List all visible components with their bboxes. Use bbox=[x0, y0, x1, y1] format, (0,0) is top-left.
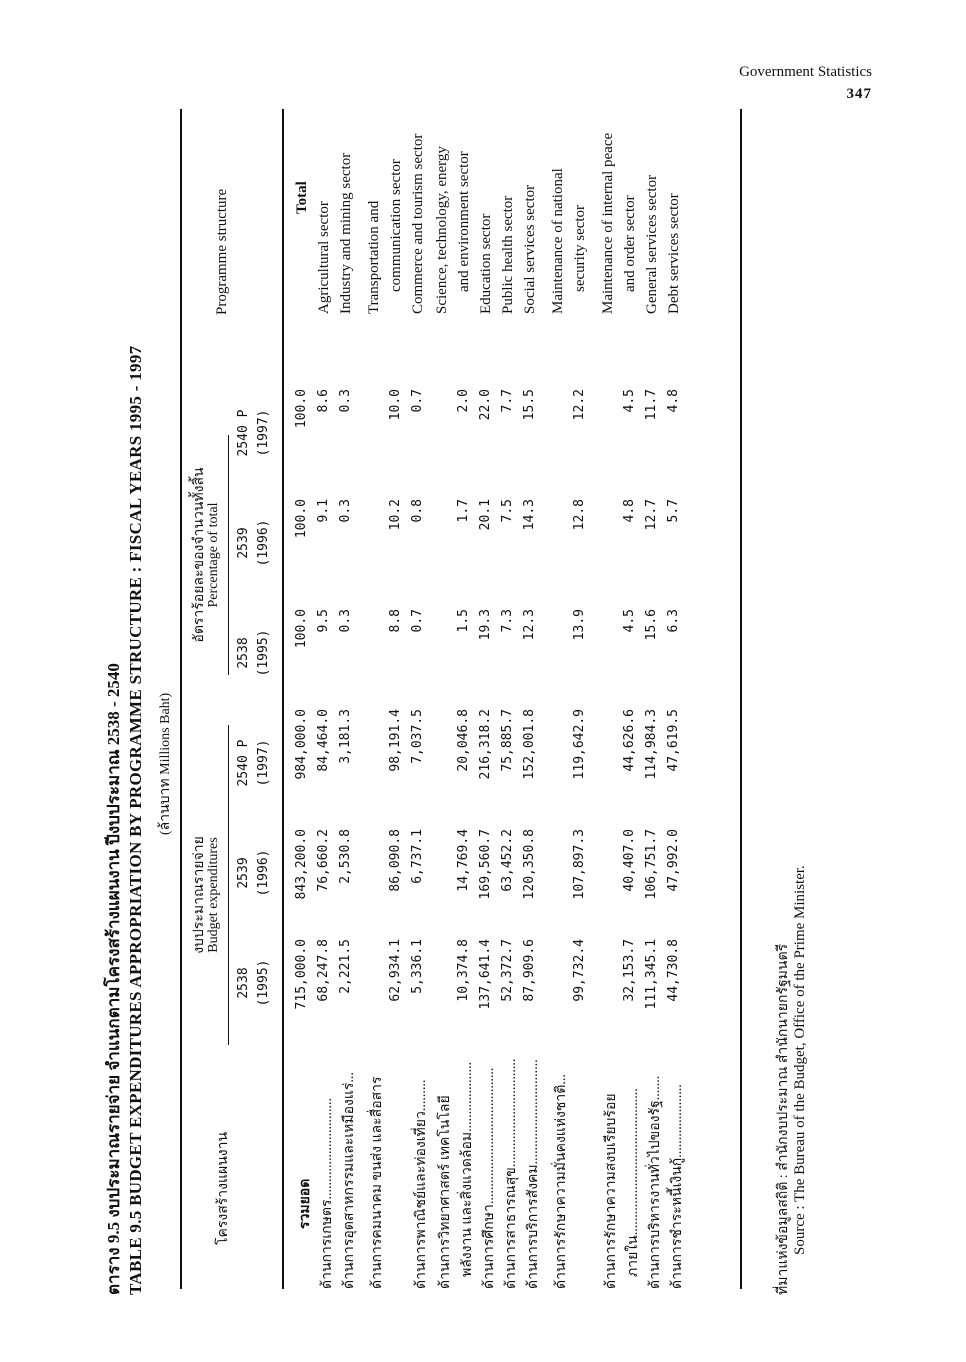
row-label-english: Total bbox=[294, 181, 310, 214]
year-header: (1995) bbox=[256, 629, 271, 677]
year-header: 2540 P bbox=[236, 739, 251, 787]
row-label-thai: พลังงาน และสิ่งแวดล้อม.................... bbox=[460, 1061, 475, 1277]
row-label-english: Education sector bbox=[478, 213, 494, 314]
table-bottom-rule bbox=[740, 109, 742, 1289]
row-label-english: Industry and mining sector bbox=[338, 152, 354, 314]
row-label-english: Public health sector bbox=[500, 195, 516, 314]
table-cell: 62,934.1 bbox=[388, 939, 403, 1002]
row-label-thai: ด้านการรักษาความมั่นคงแห่งชาติ... bbox=[554, 1074, 569, 1289]
row-label-english: Social services sector bbox=[522, 184, 538, 314]
table-cell: 107,897.3 bbox=[572, 829, 587, 900]
table-cell: 7,037.5 bbox=[410, 709, 425, 764]
table-cell: 52,372.7 bbox=[500, 939, 515, 1002]
year-header: (1995) bbox=[256, 959, 271, 1007]
row-label-thai: ด้านการเกษตร............................. bbox=[320, 1098, 335, 1289]
table-cell: 9.1 bbox=[316, 499, 331, 523]
row-label-thai: ด้านการรักษาความสงบเรียบร้อย bbox=[604, 1093, 619, 1289]
table-cell: 2,530.8 bbox=[338, 829, 353, 884]
table-row bbox=[522, 109, 546, 1289]
group-percent-thai: อัตราร้อยละของจำนวนทั้งสิ้น bbox=[192, 467, 207, 643]
table-cell: 137,641.4 bbox=[478, 939, 493, 1010]
table-cell: 7.3 bbox=[500, 609, 515, 633]
year-header: 2538 bbox=[236, 637, 251, 669]
table-cell: 4.8 bbox=[666, 389, 681, 413]
table-cell: 100.0 bbox=[294, 499, 309, 539]
table-cell: 114,984.3 bbox=[644, 709, 659, 780]
table-cell: 76,660.2 bbox=[316, 829, 331, 892]
table-unit: (ล้านบาท Millions Baht) bbox=[158, 692, 173, 835]
row-label-thai: ด้านการพาณิชย์และท่องเที่ยว......... bbox=[414, 1079, 429, 1289]
table-cell: 0.7 bbox=[410, 609, 425, 633]
table-cell: 2.0 bbox=[456, 389, 471, 413]
table-row bbox=[644, 109, 668, 1289]
row-label-english: and order sector bbox=[622, 195, 638, 292]
table-cell: 86,090.8 bbox=[388, 829, 403, 892]
source-thai: ที่มาแห่งข้อมูลสถิติ : สำนักงบประมาณ สำนักนายกรัฐมนตรี bbox=[776, 943, 791, 1295]
table-row bbox=[294, 109, 318, 1289]
group-budget-thai: งบประมาณรายจ่าย bbox=[192, 836, 207, 954]
table-cell: 22.0 bbox=[478, 389, 493, 421]
group-percent-english: Percentage of total bbox=[206, 502, 221, 608]
table-row bbox=[366, 109, 390, 1289]
table-row bbox=[434, 109, 458, 1289]
table-cell: 12.2 bbox=[572, 389, 587, 421]
row-label-thai: ด้านการบริการสังคม.............................. bbox=[526, 1059, 541, 1289]
table-cell: 984,000.0 bbox=[294, 709, 309, 780]
table-row bbox=[338, 109, 362, 1289]
table-cell: 4.8 bbox=[622, 499, 637, 523]
row-label-english: Science, technology, energy bbox=[434, 146, 450, 314]
table-row bbox=[572, 109, 596, 1289]
table-cell: 0.3 bbox=[338, 499, 353, 523]
table-cell: 6,737.1 bbox=[410, 829, 425, 884]
row-label-english: and environment sector bbox=[456, 151, 472, 292]
row-label-thai: ด้านการสาธารณสุข............................... bbox=[504, 1058, 519, 1289]
table-cell: 44,626.6 bbox=[622, 709, 637, 772]
col-structure-english: Programme structure bbox=[214, 188, 230, 315]
table-cell: 11.7 bbox=[644, 389, 659, 421]
table-cell: 47,992.0 bbox=[666, 829, 681, 892]
table-cell: 15.5 bbox=[522, 389, 537, 421]
row-label-thai: ภายใน.......................................... bbox=[626, 1088, 641, 1277]
table-cell: 169,560.7 bbox=[478, 829, 493, 900]
row-label-thai: ด้านการวิทยาศาสตร์ เทคโนโลยี bbox=[438, 1095, 453, 1289]
row-label-english: Commerce and tourism sector bbox=[410, 133, 426, 314]
table-title-english: TABLE 9.5 BUDGET EXPENDITURES APPROPRIATION BY PROGRAMME STRUCTURE : FISCAL YEARS 1995 - 1997 bbox=[126, 345, 145, 1295]
table-cell: 0.3 bbox=[338, 609, 353, 633]
table-cell: 8.8 bbox=[388, 609, 403, 633]
table-cell: 10.2 bbox=[388, 499, 403, 531]
table-cell: 20.1 bbox=[478, 499, 493, 531]
table-cell: 2,221.5 bbox=[338, 939, 353, 994]
table-cell: 12.7 bbox=[644, 499, 659, 531]
table-cell: 98,191.4 bbox=[388, 709, 403, 772]
table-cell: 15.6 bbox=[644, 609, 659, 641]
table-cell: 10.0 bbox=[388, 389, 403, 421]
table-row bbox=[600, 109, 624, 1289]
col-structure-thai: โครงสร้างแผนงาน bbox=[216, 1131, 231, 1245]
source-english: Source : The Bureau of the Budget, Office of the Prime Minister. bbox=[792, 865, 808, 1255]
table-cell: 0.7 bbox=[410, 389, 425, 413]
table-cell: 1.7 bbox=[456, 499, 471, 523]
table-title-thai: ตาราง 9.5 งบประมาณรายจ่าย จำแนกตามโครงสร้างแผนงาน ปีงบประมาณ 2538 - 2540 bbox=[104, 663, 123, 1295]
table-row bbox=[456, 109, 480, 1289]
table-cell: 9.5 bbox=[316, 609, 331, 633]
table-cell: 99,732.4 bbox=[572, 939, 587, 1002]
table-cell: 0.8 bbox=[410, 499, 425, 523]
table-cell: 106,751.7 bbox=[644, 829, 659, 900]
running-header-title: Government Statistics bbox=[739, 64, 872, 80]
table-cell: 5.7 bbox=[666, 499, 681, 523]
table-row bbox=[316, 109, 340, 1289]
table-cell: 20,046.8 bbox=[456, 709, 471, 772]
row-label-thai: ด้านการอุตสาหกรรมและเหมืองแร่... bbox=[342, 1072, 357, 1289]
row-label-thai: รวมยอด bbox=[298, 1178, 313, 1229]
table-cell: 19.3 bbox=[478, 609, 493, 641]
table-cell: 152,001.8 bbox=[522, 709, 537, 780]
year-header: 2540 P bbox=[236, 409, 251, 457]
table-cell: 87,909.6 bbox=[522, 939, 537, 1002]
table-cell: 4.5 bbox=[622, 609, 637, 633]
table-row bbox=[666, 109, 690, 1289]
table-cell: 843,200.0 bbox=[294, 829, 309, 900]
row-label-english: Transportation and bbox=[366, 200, 382, 314]
table-cell: 84,464.0 bbox=[316, 709, 331, 772]
row-label-english: Maintenance of national bbox=[550, 168, 566, 314]
row-label-thai: ด้านการชำระหนี้เงินกู้..................... bbox=[670, 1084, 685, 1289]
table-row bbox=[388, 109, 412, 1289]
table-cell: 44,730.8 bbox=[666, 939, 681, 1002]
table-cell: 3,181.3 bbox=[338, 709, 353, 764]
year-header: 2538 bbox=[236, 967, 251, 999]
year-header: 2539 bbox=[236, 857, 251, 889]
table-cell: 68,247.8 bbox=[316, 939, 331, 1002]
group-percent-rule bbox=[228, 435, 229, 675]
table-cell: 715,000.0 bbox=[294, 939, 309, 1010]
row-label-thai: ด้านการคมนาคม ขนส่ง และสื่อสาร bbox=[370, 1076, 385, 1289]
year-header: (1997) bbox=[256, 739, 271, 787]
group-budget-english: Budget expenditures bbox=[206, 837, 221, 953]
table-row bbox=[622, 109, 646, 1289]
table-cell: 6.3 bbox=[666, 609, 681, 633]
table-cell: 8.6 bbox=[316, 389, 331, 413]
row-label-english: communication sector bbox=[388, 159, 404, 292]
table-cell: 14.3 bbox=[522, 499, 537, 531]
year-header: (1997) bbox=[256, 409, 271, 457]
table-row bbox=[500, 109, 524, 1289]
table-cell: 120,350.8 bbox=[522, 829, 537, 900]
row-label-english: security sector bbox=[572, 204, 588, 292]
row-label-english: General services sector bbox=[644, 174, 660, 314]
table-cell: 13.9 bbox=[572, 609, 587, 641]
table-cell: 47,619.5 bbox=[666, 709, 681, 772]
table-header-rule bbox=[282, 109, 284, 1289]
table-cell: 32,153.7 bbox=[622, 939, 637, 1002]
table-cell: 119,642.9 bbox=[572, 709, 587, 780]
row-label-english: Debt services sector bbox=[666, 193, 682, 314]
table-top-rule bbox=[180, 109, 182, 1289]
table-cell: 100.0 bbox=[294, 609, 309, 649]
table-cell: 111,345.1 bbox=[644, 939, 659, 1010]
year-header: 2539 bbox=[236, 527, 251, 559]
year-header: (1996) bbox=[256, 519, 271, 567]
table-row bbox=[550, 109, 574, 1289]
table-cell: 7.7 bbox=[500, 389, 515, 413]
page-number: 347 bbox=[846, 86, 872, 102]
row-label-thai: ด้านการบริหารงานทั่วไปของรัฐ....... bbox=[648, 1075, 663, 1289]
table-cell: 12.8 bbox=[572, 499, 587, 531]
table-cell: 75,885.7 bbox=[500, 709, 515, 772]
table-cell: 1.5 bbox=[456, 609, 471, 633]
table-cell: 12.3 bbox=[522, 609, 537, 641]
table-cell: 100.0 bbox=[294, 389, 309, 429]
row-label-english: Agricultural sector bbox=[316, 201, 332, 314]
table-row bbox=[410, 109, 434, 1289]
table-cell: 10,374.8 bbox=[456, 939, 471, 1002]
group-budget-rule bbox=[228, 725, 229, 1045]
year-header: (1996) bbox=[256, 849, 271, 897]
table-cell: 5,336.1 bbox=[410, 939, 425, 994]
table-row bbox=[478, 109, 502, 1289]
table-cell: 0.3 bbox=[338, 389, 353, 413]
table-cell: 14,769.4 bbox=[456, 829, 471, 892]
rotated-table-page bbox=[100, 105, 870, 1315]
row-label-english: Maintenance of internal peace bbox=[600, 132, 616, 314]
table-cell: 216,318.2 bbox=[478, 709, 493, 780]
table-cell: 40,407.0 bbox=[622, 829, 637, 892]
row-label-thai: ด้านการศึกษา....................................... bbox=[482, 1067, 497, 1289]
table-cell: 63,452.2 bbox=[500, 829, 515, 892]
table-cell: 7.5 bbox=[500, 499, 515, 523]
table-cell: 4.5 bbox=[622, 389, 637, 413]
